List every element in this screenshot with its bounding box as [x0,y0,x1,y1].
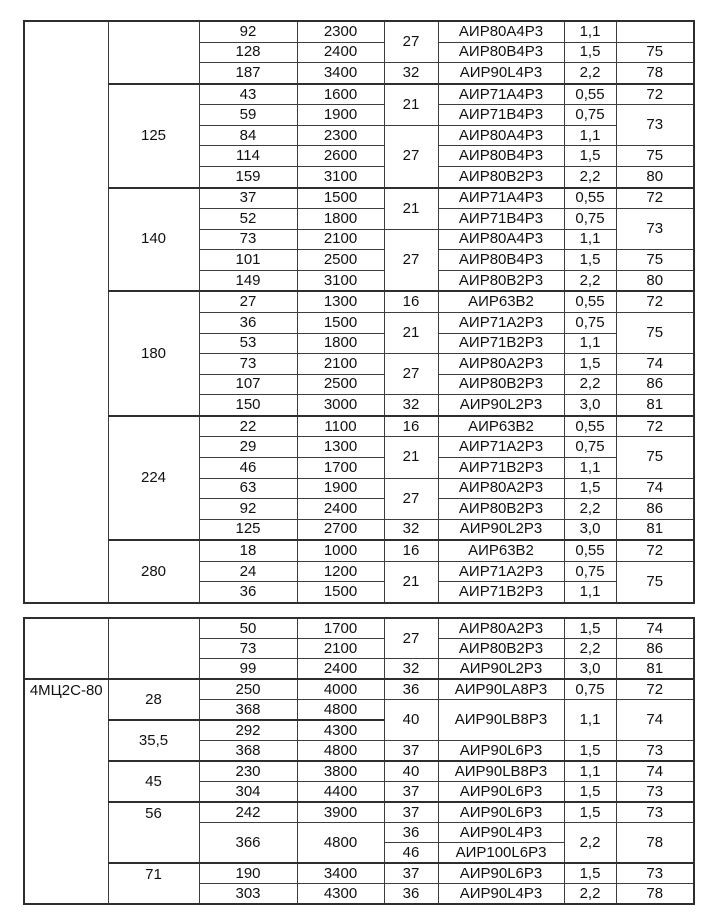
table-cell: 75 [616,561,694,603]
table-cell: 159 [199,166,297,187]
table-cell: 0,55 [564,540,616,561]
table-cell: 242 [199,802,297,823]
table-cell: АИР80А2Р3 [438,354,564,375]
table-cell: 16 [384,540,438,561]
table-cell: АИР90L2Р3 [438,395,564,416]
table-cell: 3,0 [564,395,616,416]
table-cell: 128 [199,42,297,63]
table-cell: 2,2 [564,63,616,84]
table-cell: АИР71А4Р3 [438,84,564,105]
table-cell: 78 [616,63,694,84]
table-cell: 99 [199,659,297,680]
table-cell: АИР71А2Р3 [438,312,564,333]
table-cell: 2600 [297,146,384,167]
table-cell: 86 [616,639,694,659]
table-cell: 16 [384,291,438,312]
table-cell: 2100 [297,639,384,659]
motor-spec-table-lower [23,617,695,905]
table-cell: 3400 [297,863,384,884]
table-cell: 73 [616,802,694,823]
table-cell: 2,2 [564,639,616,659]
table-cell: 72 [616,291,694,312]
table-cell: АИР90LB8Р3 [438,700,564,741]
table-cell: 304 [199,782,297,803]
table-cell: 0,75 [564,679,616,700]
table-cell: 21 [384,437,438,478]
table-cell: 32 [384,63,438,84]
table-row [24,761,694,782]
table-cell: 36 [199,312,297,333]
table-cell: 21 [384,561,438,603]
table-cell: 21 [384,312,438,353]
table-cell: 0,55 [564,291,616,312]
table-cell: 1,5 [564,146,616,167]
table-cell: 1,5 [564,618,616,639]
table-cell: 1,5 [564,782,616,803]
table-cell: 2700 [297,519,384,540]
table-cell: АИР90L6Р3 [438,782,564,803]
table-cell: АИР71В2Р3 [438,333,564,354]
table-cell: 1000 [297,540,384,561]
table-cell: 46 [384,843,438,864]
table-cell: 303 [199,884,297,905]
table-cell: 40 [384,761,438,782]
table-cell: АИР90L4Р3 [438,884,564,905]
table-cell: 63 [199,478,297,499]
table-cell: 1800 [297,209,384,230]
table-cell: 52 [199,209,297,230]
table-cell: АИР80В2Р3 [438,499,564,520]
table-cell: АИР71В4Р3 [438,105,564,126]
table-cell: АИР90L6Р3 [438,802,564,823]
table-cell: 1500 [297,582,384,603]
table-cell: 81 [616,519,694,540]
table-cell: 37 [384,741,438,762]
table-cell: 27 [384,354,438,395]
table-cell: АИР90L2Р3 [438,519,564,540]
table-cell: 4400 [297,782,384,803]
motor-spec-table-upper [23,20,695,604]
table-cell: 1700 [297,618,384,639]
table-cell: АИР80В2Р3 [438,166,564,187]
table-cell: 27 [384,21,438,63]
table-cell: 0,75 [564,437,616,458]
table-cell: 72 [616,416,694,437]
table-cell: 32 [384,395,438,416]
table-cell: АИР80А4Р3 [438,21,564,42]
table-cell: 29 [199,437,297,458]
table-cell: 125 [108,84,199,188]
table-cell: 1,1 [564,125,616,146]
table-cell: 73 [199,354,297,375]
table-cell: 3400 [297,63,384,84]
table-cell: 74 [616,700,694,741]
table-cell: 0,55 [564,188,616,209]
table-cell: 1500 [297,312,384,333]
table-cell: АИР71А2Р3 [438,561,564,582]
table-cell: 27 [384,618,438,659]
table-cell: 224 [108,416,199,540]
table-cell: 74 [616,354,694,375]
table-cell: 86 [616,374,694,395]
table-cell: 1900 [297,105,384,126]
table-cell: 4800 [297,823,384,864]
table-cell: 1300 [297,437,384,458]
table-cell: 149 [199,270,297,291]
table-cell: 73 [616,105,694,146]
table-cell: 72 [616,540,694,561]
table-cell: АИР80А4Р3 [438,125,564,146]
table-cell: 2100 [297,354,384,375]
table-cell: 2500 [297,374,384,395]
table-cell: 78 [616,823,694,864]
table-cell: АИР90LB8Р3 [438,761,564,782]
table-cell: 250 [199,679,297,700]
table-cell: 21 [384,188,438,230]
table-cell: АИР80В4Р3 [438,146,564,167]
table-cell: 1200 [297,561,384,582]
table-cell: 125 [199,519,297,540]
table-cell: 0,75 [564,105,616,126]
table-cell: 1,5 [564,863,616,884]
table-cell-empty [24,618,108,679]
table-cell: АИР80В2Р3 [438,374,564,395]
table-cell-empty [616,21,694,42]
table-cell: 86 [616,499,694,520]
table-cell: 114 [199,146,297,167]
table-cell: 75 [616,146,694,167]
table-cell: 0,55 [564,84,616,105]
table-cell: 37 [384,863,438,884]
table-row [24,84,694,105]
table-cell: 75 [616,437,694,478]
table-cell: АИР80В4Р3 [438,250,564,271]
table-body [24,21,694,603]
table-cell: 36 [384,884,438,905]
table-cell: 368 [199,700,297,721]
table-cell: 37 [384,802,438,823]
table-cell: 1,1 [564,333,616,354]
table-cell: 4800 [297,700,384,721]
table-cell: 1,5 [564,802,616,823]
table-cell: АИР63В2 [438,416,564,437]
table-cell: 37 [384,782,438,803]
table-cell: 18 [199,540,297,561]
table-cell: 72 [616,188,694,209]
table-cell: 2,2 [564,270,616,291]
table-cell: 75 [616,312,694,353]
table-cell: 72 [616,84,694,105]
table-cell: 74 [616,618,694,639]
table-cell: 140 [108,188,199,292]
table-cell: 75 [616,250,694,271]
table-cell: 3100 [297,270,384,291]
table-cell: 78 [616,884,694,905]
table-cell: АИР71В4Р3 [438,209,564,230]
table-cell: 84 [199,125,297,146]
table-cell: 43 [199,84,297,105]
table-cell: 27 [384,229,438,291]
table-cell: 0,75 [564,209,616,230]
table-cell: 32 [384,659,438,680]
table-cell: 1,1 [564,700,616,741]
table-cell: 36 [384,823,438,843]
table-cell: 40 [384,700,438,741]
table-cell: 1100 [297,416,384,437]
table-cell: 1,5 [564,741,616,762]
table-cell: 73 [616,741,694,762]
table-cell: 107 [199,374,297,395]
table-cell: 59 [199,105,297,126]
table-cell: 28 [108,679,199,720]
table-cell: 1,5 [564,250,616,271]
table-cell: 180 [108,291,199,415]
table-cell: 230 [199,761,297,782]
table-row [24,802,694,823]
table-cell: 0,75 [564,312,616,333]
table-cell: 3100 [297,166,384,187]
table-cell: 74 [616,761,694,782]
table-cell: 1900 [297,478,384,499]
table-cell: 32 [384,519,438,540]
table-cell: 22 [199,416,297,437]
table-cell: АИР90L6Р3 [438,863,564,884]
table-cell: 46 [199,457,297,478]
table-cell: 3000 [297,395,384,416]
table-cell: 27 [384,478,438,519]
table-cell: 368 [199,741,297,762]
table-cell: 2,2 [564,884,616,905]
table-cell: 1800 [297,333,384,354]
table-cell: 2,2 [564,374,616,395]
table-cell: 21 [384,84,438,126]
table-cell: 292 [199,720,297,741]
table-cell: 2,2 [564,166,616,187]
table-cell: АИР71А2Р3 [438,437,564,458]
table-cell: 3,0 [564,659,616,680]
table-cell: 1,5 [564,478,616,499]
table-cell: 1700 [297,457,384,478]
table-cell: АИР90L6Р3 [438,741,564,762]
table-cell: 73 [616,209,694,250]
table-cell: 2400 [297,499,384,520]
table-cell-empty [108,618,199,679]
table-cell: 53 [199,333,297,354]
table-cell: 73 [199,229,297,250]
table-row [24,188,694,209]
table-cell: 80 [616,166,694,187]
table-cell: 92 [199,21,297,42]
table-cell: 56 [108,802,199,863]
table-row [24,618,694,639]
table-cell: 2400 [297,42,384,63]
table-row [24,416,694,437]
table-cell: 27 [199,291,297,312]
table-cell-empty [24,21,108,603]
table-cell: 1,1 [564,582,616,603]
table-cell: 73 [616,782,694,803]
table-cell: 1300 [297,291,384,312]
table-row [24,679,694,700]
table-body [24,618,694,904]
table-cell: 3800 [297,761,384,782]
table-cell: 187 [199,63,297,84]
table-cell: 1,1 [564,457,616,478]
table-cell: 0,55 [564,416,616,437]
table-row [24,863,694,884]
table-cell: 73 [199,639,297,659]
table-cell: АИР90L4Р3 [438,823,564,843]
table-cell: 1,5 [564,354,616,375]
table-cell: АИР71В2Р3 [438,582,564,603]
table-row [24,291,694,312]
table-cell: 2500 [297,250,384,271]
table-cell: 1600 [297,84,384,105]
table-cell: 73 [616,863,694,884]
table-cell: АИР71В2Р3 [438,457,564,478]
table-cell: 36 [384,679,438,700]
table-cell: АИР80А4Р3 [438,229,564,250]
table-cell: АИР90L2Р3 [438,659,564,680]
table-cell: АИР63В2 [438,540,564,561]
table-cell: 24 [199,561,297,582]
table-cell: 2400 [297,659,384,680]
table-cell: 2,2 [564,823,616,864]
table-cell: 27 [384,125,438,187]
table-cell: 3900 [297,802,384,823]
table-cell: 4800 [297,741,384,762]
table-cell: 4000 [297,679,384,700]
table-cell: АИР63В2 [438,291,564,312]
table-cell: 92 [199,499,297,520]
table-cell: 81 [616,659,694,680]
table-cell-empty [108,21,199,84]
table-cell: 2,2 [564,499,616,520]
table-cell: 81 [616,395,694,416]
table-cell: АИР71А4Р3 [438,188,564,209]
table-cell: 37 [199,188,297,209]
table-cell: АИР80В2Р3 [438,639,564,659]
table-cell: 1,1 [564,229,616,250]
table-cell: АИР80А2Р3 [438,618,564,639]
table-cell: 75 [616,42,694,63]
table-cell: 2300 [297,21,384,42]
table-cell: 2300 [297,125,384,146]
table-cell: АИР80В4Р3 [438,42,564,63]
table-row [24,21,694,42]
table-cell: 80 [616,270,694,291]
table-cell: 45 [108,761,199,802]
table-cell: 71 [108,863,199,904]
table-cell: 4300 [297,720,384,741]
table-cell: АИР90LA8Р3 [438,679,564,700]
table-cell: 1,1 [564,21,616,42]
table-cell: 4300 [297,884,384,905]
table-row [24,540,694,561]
table-cell: АИР80А2Р3 [438,478,564,499]
table-cell: 72 [616,679,694,700]
table-cell: 280 [108,540,199,603]
table-cell: 16 [384,416,438,437]
table-cell: 1,1 [564,761,616,782]
table-cell: 2100 [297,229,384,250]
table-cell: АИР90L4Р3 [438,63,564,84]
table-cell: 190 [199,863,297,884]
table-cell: 35,5 [108,720,199,761]
table-cell: 101 [199,250,297,271]
table-cell: 1500 [297,188,384,209]
table-cell: АИР100L6Р3 [438,843,564,864]
table-cell: 50 [199,618,297,639]
table-cell: 1,5 [564,42,616,63]
table-cell: 3,0 [564,519,616,540]
table-cell: 74 [616,478,694,499]
table-cell: 150 [199,395,297,416]
table-cell: 366 [199,823,297,864]
table-cell: АИР80В2Р3 [438,270,564,291]
table-cell: 4МЦ2С-80 [24,679,108,904]
table-cell: 36 [199,582,297,603]
table-cell: 0,75 [564,561,616,582]
